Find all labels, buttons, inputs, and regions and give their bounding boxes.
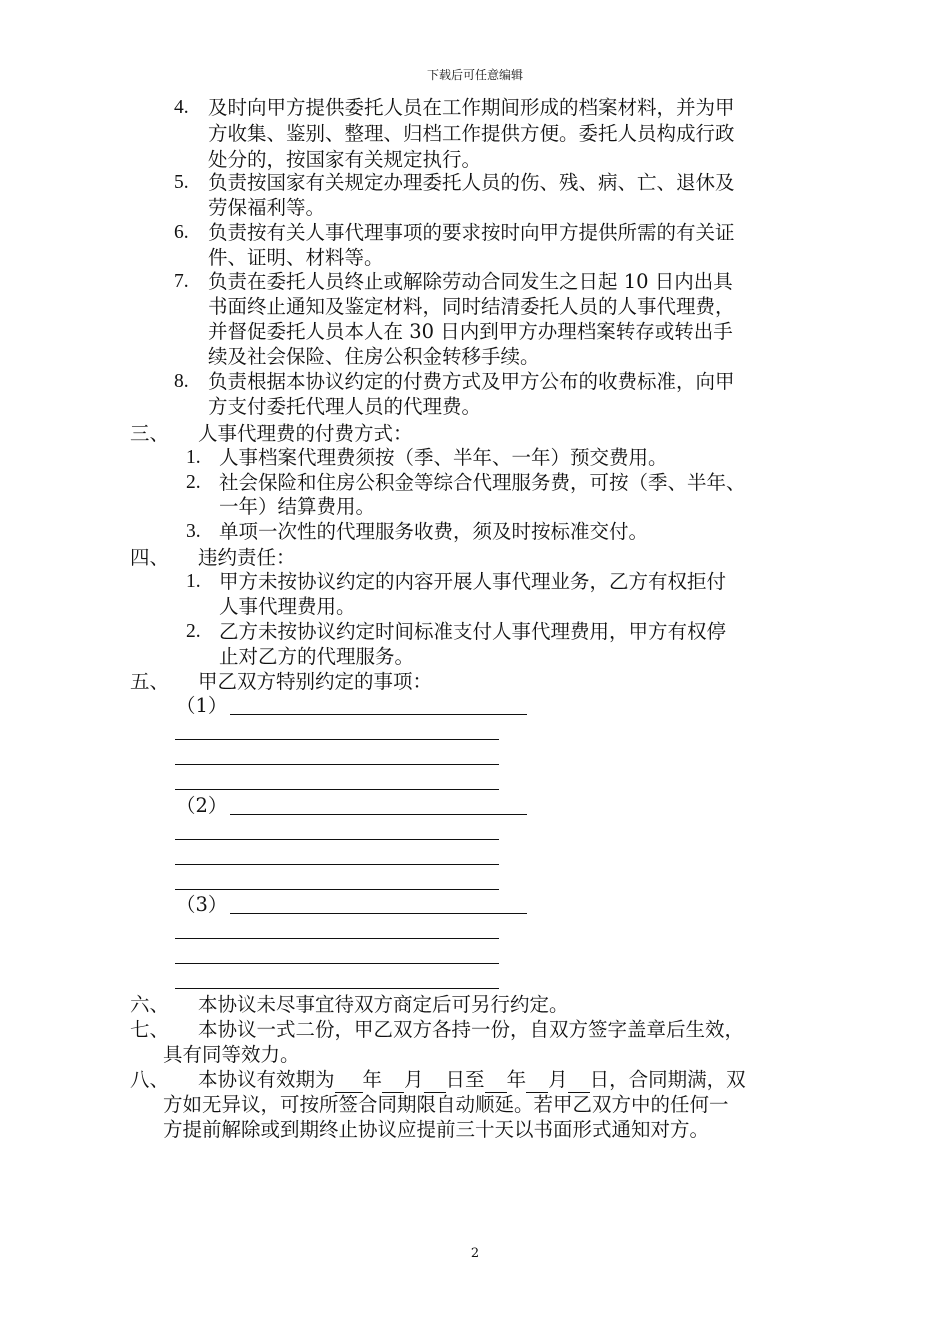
item-text-line: 甲方未按协议约定的内容开展人事代理业务，乙方有权拒付	[219, 570, 727, 593]
blank-line[interactable]	[175, 764, 499, 765]
item-text-line: 续及社会保险、住房公积金转移手续。	[208, 345, 540, 368]
year-label: 年	[362, 1068, 383, 1091]
item-text-line: 负责按国家有关规定办理委托人员的伤、残、病、亡、退休及	[208, 171, 735, 194]
end-year-blank[interactable]	[485, 1072, 507, 1093]
item-number: 1.	[186, 447, 201, 468]
blank-line[interactable]	[230, 814, 527, 815]
validity-line	[198, 1067, 746, 1093]
item-text-line: 人事代理费用。	[219, 595, 356, 618]
item-number: 7.	[174, 271, 189, 292]
section-title: 违约责任：	[198, 546, 296, 569]
item-text-line: 负责在委托人员终止或解除劳动合同发生之日起 10 日内出具	[208, 270, 733, 293]
end-day-blank[interactable]	[568, 1072, 590, 1093]
section-marker: 六、	[130, 993, 170, 1016]
item-number: 1.	[186, 571, 201, 592]
validity-suffix: 日，合同期满，双	[589, 1068, 746, 1091]
item-text-line: 并督促委托人员本人在 30 日内到甲方办理档案转存或转出手	[208, 320, 733, 343]
item-text-line: 书面终止通知及鉴定材料，同时结清委托人员的人事代理费，	[208, 295, 735, 318]
blank-line[interactable]	[175, 938, 499, 939]
blank-line[interactable]	[175, 864, 499, 865]
day-to-label: 日至	[445, 1068, 485, 1091]
blank-line[interactable]	[175, 789, 499, 790]
section-marker: 五、	[130, 670, 170, 693]
blank-line[interactable]	[230, 714, 527, 715]
section-title: 人事代理费的付费方式：	[198, 422, 413, 445]
month-label: 月	[404, 1068, 424, 1091]
blank-line[interactable]	[175, 739, 499, 740]
item-number: 2.	[186, 621, 201, 642]
section-marker: 八、	[130, 1068, 170, 1091]
item-number: 6.	[174, 222, 189, 243]
year-label: 年	[506, 1068, 527, 1091]
item-text-line: 及时向甲方提供委托人员在工作期间形成的档案材料，并为甲	[208, 96, 735, 119]
item-text-line: 劳保福利等。	[208, 196, 326, 219]
item-text-line: 负责根据本协议约定的付费方式及甲方公布的收费标准，向甲	[208, 370, 735, 393]
item-text-line: 负责按有关人事代理事项的要求按时向甲方提供所需的有关证	[208, 221, 735, 244]
section-marker: 三、	[130, 422, 170, 445]
section-text: 本协议未尽事宜待双方商定后可另行约定。	[198, 993, 569, 1016]
section-title: 甲乙双方特别约定的事项：	[198, 670, 433, 693]
month-label: 月	[548, 1068, 568, 1091]
section-text: 方提前解除或到期终止协议应提前三十天以书面形式通知对方。	[163, 1118, 710, 1141]
blank-label: （1）	[176, 694, 228, 717]
blank-line[interactable]	[230, 913, 527, 914]
blank-line[interactable]	[175, 988, 499, 989]
item-number: 8.	[174, 371, 189, 392]
item-text-line: 社会保险和住房公积金等综合代理服务费，可按（季、半年、	[219, 471, 746, 494]
item-text-line: 处分的，按国家有关规定执行。	[208, 148, 482, 171]
item-text-line: 方支付委托代理人员的代理费。	[208, 395, 482, 418]
section-text: 本协议一式二份，甲乙双方各持一份，自双方签字盖章后生效，	[198, 1018, 745, 1041]
page-header: 下载后可任意编辑	[426, 68, 523, 82]
section-marker: 七、	[130, 1018, 170, 1041]
item-number: 4.	[174, 97, 189, 118]
start-month-blank[interactable]	[382, 1072, 404, 1093]
item-text-line: 止对乙方的代理服务。	[219, 645, 415, 668]
item-text-line: 件、证明、材料等。	[208, 246, 384, 269]
start-day-blank[interactable]	[424, 1072, 446, 1093]
item-number: 5.	[174, 172, 189, 193]
section-marker: 四、	[130, 546, 170, 569]
item-text-line: 人事档案代理费须按（季、半年、一年）预交费用。	[219, 446, 668, 469]
section-text: 具有同等效力。	[163, 1043, 300, 1066]
blank-line[interactable]	[175, 839, 499, 840]
section-text: 方如无异议，可按所签合同期限自动顺延。若甲乙双方中的任何一	[163, 1093, 729, 1116]
blank-label: （3）	[176, 893, 228, 916]
item-text-line: 方收集、鉴别、整理、归档工作提供方便。委托人员构成行政	[208, 122, 735, 145]
item-number: 2.	[186, 472, 201, 493]
item-text-line: 单项一次性的代理服务收费，须及时按标准交付。	[219, 520, 649, 543]
page-number: 2	[470, 1246, 480, 1261]
blank-line[interactable]	[175, 963, 499, 964]
validity-prefix: 本协议有效期为	[198, 1068, 335, 1091]
end-month-blank[interactable]	[526, 1072, 548, 1093]
blank-line[interactable]	[175, 889, 499, 890]
item-number: 3.	[186, 521, 201, 542]
blank-label: （2）	[176, 794, 228, 817]
item-text-line: 乙方未按协议约定时间标准支付人事代理费用，甲方有权停	[219, 620, 727, 643]
item-text-line: 一年）结算费用。	[219, 495, 376, 518]
start-year-blank[interactable]	[335, 1072, 363, 1093]
